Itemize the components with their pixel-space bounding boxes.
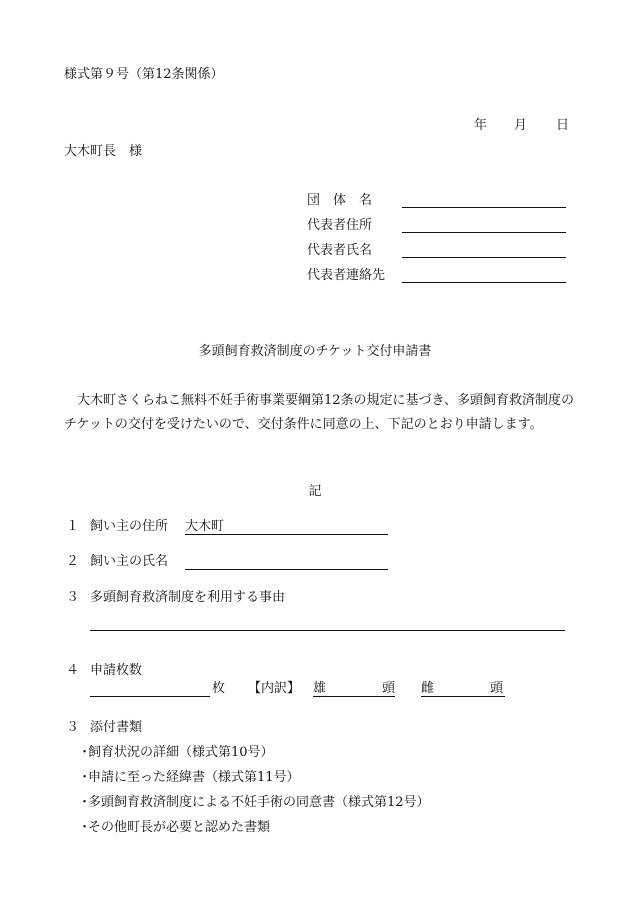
addressee: 大木町長 様 [64, 144, 143, 159]
item-4-number: ４ [66, 663, 80, 678]
sheets-unit: 枚 [212, 681, 226, 696]
attachment-text: 飼育状況の詳細（様式第10号） [88, 745, 274, 760]
item-1-value: 大木町 [185, 519, 225, 534]
field-label-group-name: 団 体 名 [307, 193, 373, 208]
item-1-label: 飼い主の住所 [90, 519, 169, 534]
owner-address-field[interactable] [185, 534, 388, 535]
sheets-count-field[interactable] [90, 696, 210, 697]
date-month: 月 [514, 118, 528, 133]
field-line-rep-contact[interactable] [402, 282, 566, 283]
field-line-rep-name[interactable] [402, 257, 566, 258]
attachment-item [78, 745, 274, 761]
field-label-rep-name: 代表者氏名 [307, 243, 373, 258]
date-day: 日 [556, 118, 570, 133]
owner-name-field[interactable] [185, 569, 388, 570]
field-label-rep-address: 代表者住所 [307, 218, 373, 233]
document-title: 多頭飼育救済制度のチケット交付申請書 [198, 344, 432, 359]
item-1-number: １ [66, 519, 80, 534]
bullet-icon: ・ [78, 770, 92, 785]
attachment-item [78, 795, 430, 811]
form-number: 様式第９号（第12条関係） [64, 67, 224, 82]
body-paragraph: 大木町さくらねこ無料不妊手術事業要綱第12条の規定に基づき、多頭飼育救済制度のチケットの交付を受けたいので、交付条件に同意の上、下記のとおり申請します。 [64, 393, 575, 432]
item-4-label: 申請枚数 [90, 663, 143, 678]
field-line-rep-address[interactable] [402, 232, 566, 233]
item-2-number: ２ [66, 554, 80, 569]
date-year: 年 [474, 118, 488, 133]
attachment-item [78, 770, 300, 786]
item-5-label: 添付書類 [90, 720, 143, 735]
field-label-rep-contact: 代表者連絡先 [307, 268, 386, 283]
attachment-text: 多頭飼育救済制度による不妊手術の同意書（様式第12号） [88, 795, 430, 810]
item-3-label: 多頭飼育救済制度を利用する事由 [90, 590, 286, 605]
female-label: 雌 [421, 681, 435, 696]
reason-field[interactable] [90, 630, 565, 631]
breakdown-label: 【内訳】 [248, 681, 301, 696]
male-unit: 頭 [382, 681, 396, 696]
attachment-item [78, 820, 270, 836]
field-line-group-name[interactable] [402, 207, 566, 208]
female-unit: 頭 [490, 681, 504, 696]
item-2-label: 飼い主の氏名 [90, 554, 169, 569]
bullet-icon: ・ [78, 820, 92, 835]
attachment-text: 申請に至った経緯書（様式第11号） [88, 770, 300, 785]
male-label: 雄 [313, 681, 327, 696]
item-5-number: ３ [66, 720, 80, 735]
ki-heading: 記 [308, 484, 322, 499]
bullet-icon: ・ [78, 795, 92, 810]
bullet-icon: ・ [78, 745, 92, 760]
item-3-number: ３ [66, 590, 80, 605]
attachment-text: その他町長が必要と認めた書類 [88, 820, 271, 835]
